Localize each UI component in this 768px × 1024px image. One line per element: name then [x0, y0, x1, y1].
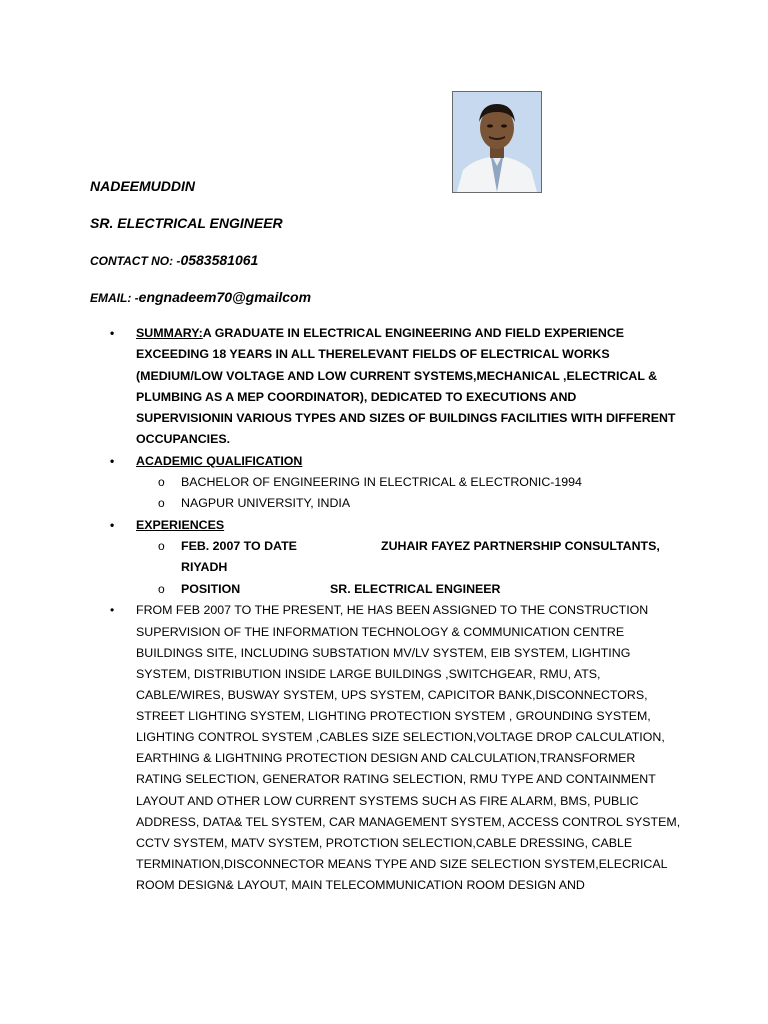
contact-number: 0583581061 — [180, 252, 259, 268]
description-line-12: CCTV SYSTEM, MATV SYSTEM, PROTCTION SELECTION,CABLE DRESSING, CABLE — [136, 836, 633, 850]
job-title: SR. ELECTRICAL ENGINEER — [90, 215, 283, 231]
portrait-image — [453, 92, 541, 192]
bullet-icon: • — [110, 326, 115, 340]
experience-date: FEB. 2007 TO DATE — [181, 539, 297, 553]
sub-bullet-icon: o — [158, 475, 165, 489]
experience-company: ZUHAIR FAYEZ PARTNERSHIP CONSULTANTS, — [381, 539, 660, 553]
summary-label: SUMMARY: — [136, 326, 203, 340]
sub-bullet-icon: o — [158, 539, 165, 553]
description-line-6: STREET LIGHTING SYSTEM, LIGHTING PROTECTION SYSTEM , GROUNDING SYSTEM, — [136, 709, 651, 723]
description-line-13: TERMINATION,DISCONNECTOR MEANS TYPE AND SIZE SELECTION SYSTEM,ELECRICAL — [136, 857, 668, 871]
experiences-label: EXPERIENCES — [136, 518, 225, 532]
email-line — [90, 289, 311, 305]
academic-label: ACADEMIC QUALIFICATION — [136, 454, 303, 468]
description-line-1: FROM FEB 2007 TO THE PRESENT, HE HAS BEEN ASSIGNED TO THE CONSTRUCTION — [136, 603, 649, 617]
profile-photo — [452, 91, 542, 193]
contact-label: CONTACT NO: - — [90, 254, 181, 268]
description-line-3: BUILDINGS SITE, INCLUDING SUBSTATION MV/LV SYSTEM, EIB SYSTEM, LIGHTING — [136, 646, 631, 660]
description-line-10: LAYOUT AND OTHER LOW CURRENT SYSTEMS SUCH AS FIRE ALARM, BMS, PUBLIC — [136, 794, 639, 808]
summary-line-5: SUPERVISIONIN VARIOUS TYPES AND SIZES OF BUILDINGS FACILITIES WITH DIFFERENT — [136, 411, 676, 425]
description-line-8: EARTHING & LIGHTNING PROTECTION DESIGN AND CALCULATION,TRANSFORMER — [136, 751, 636, 765]
sub-bullet-icon: o — [158, 582, 165, 596]
summary-line-4: PLUMBING AS A MEP COORDINATOR), DEDICATED TO EXECUTIONS AND — [136, 390, 577, 404]
position-value: SR. ELECTRICAL ENGINEER — [330, 582, 501, 596]
description-line-2: SUPERVISION OF THE INFORMATION TECHNOLOGY & COMMUNICATION CENTRE — [136, 625, 625, 639]
experience-city: RIYADH — [181, 560, 228, 574]
bullet-icon: • — [110, 454, 115, 468]
summary-line-3: (MEDIUM/LOW VOLTAGE AND LOW CURRENT SYSTEMS,MECHANICAL ,ELECTRICAL & — [136, 369, 658, 383]
academic-item-degree: BACHELOR OF ENGINEERING IN ELECTRICAL & ELECTRONIC-1994 — [181, 475, 582, 489]
summary-line-6: OCCUPANCIES. — [136, 432, 231, 446]
academic-item-university: NAGPUR UNIVERSITY, INDIA — [181, 496, 351, 510]
description-line-9: RATING SELECTION, GENERATOR RATING SELECTION, RMU TYPE AND CONTAINMENT — [136, 772, 656, 786]
sub-bullet-icon: o — [158, 496, 165, 510]
description-line-5: CABLE/WIRES, BUSWAY SYSTEM, UPS SYSTEM, CAPICITOR BANK,DISCONNECTORS, — [136, 688, 648, 702]
description-line-14: ROOM DESIGN& LAYOUT, MAIN TELECOMMUNICATION ROOM DESIGN AND — [136, 878, 585, 892]
description-line-4: SYSTEM, DISTRIBUTION INSIDE LARGE BUILDINGS ,SWITCHGEAR, RMU, ATS, — [136, 667, 601, 681]
contact-line — [90, 252, 258, 268]
summary-line-1: SUMMARY:A GRADUATE IN ELECTRICAL ENGINEERING AND FIELD EXPERIENCE — [136, 326, 625, 340]
email-address: engnadeem70@gmailcom — [138, 289, 312, 305]
description-line-11: ADDRESS, DATA& TEL SYSTEM, CAR MANAGEMENT SYSTEM, ACCESS CONTROL SYSTEM, — [136, 815, 681, 829]
position-label: POSITION — [181, 582, 241, 596]
description-line-7: LIGHTING CONTROL SYSTEM ,CABLES SIZE SELECTION,VOLTAGE DROP CALCULATION, — [136, 730, 665, 744]
bullet-icon: • — [110, 603, 115, 617]
candidate-name: NADEEMUDDIN — [90, 178, 195, 194]
summary-line-2: EXCEEDING 18 YEARS IN ALL THERELEVANT FIELDS OF ELECTRICAL WORKS — [136, 347, 610, 361]
email-label: EMAIL: - — [90, 291, 139, 305]
bullet-icon: • — [110, 518, 115, 532]
